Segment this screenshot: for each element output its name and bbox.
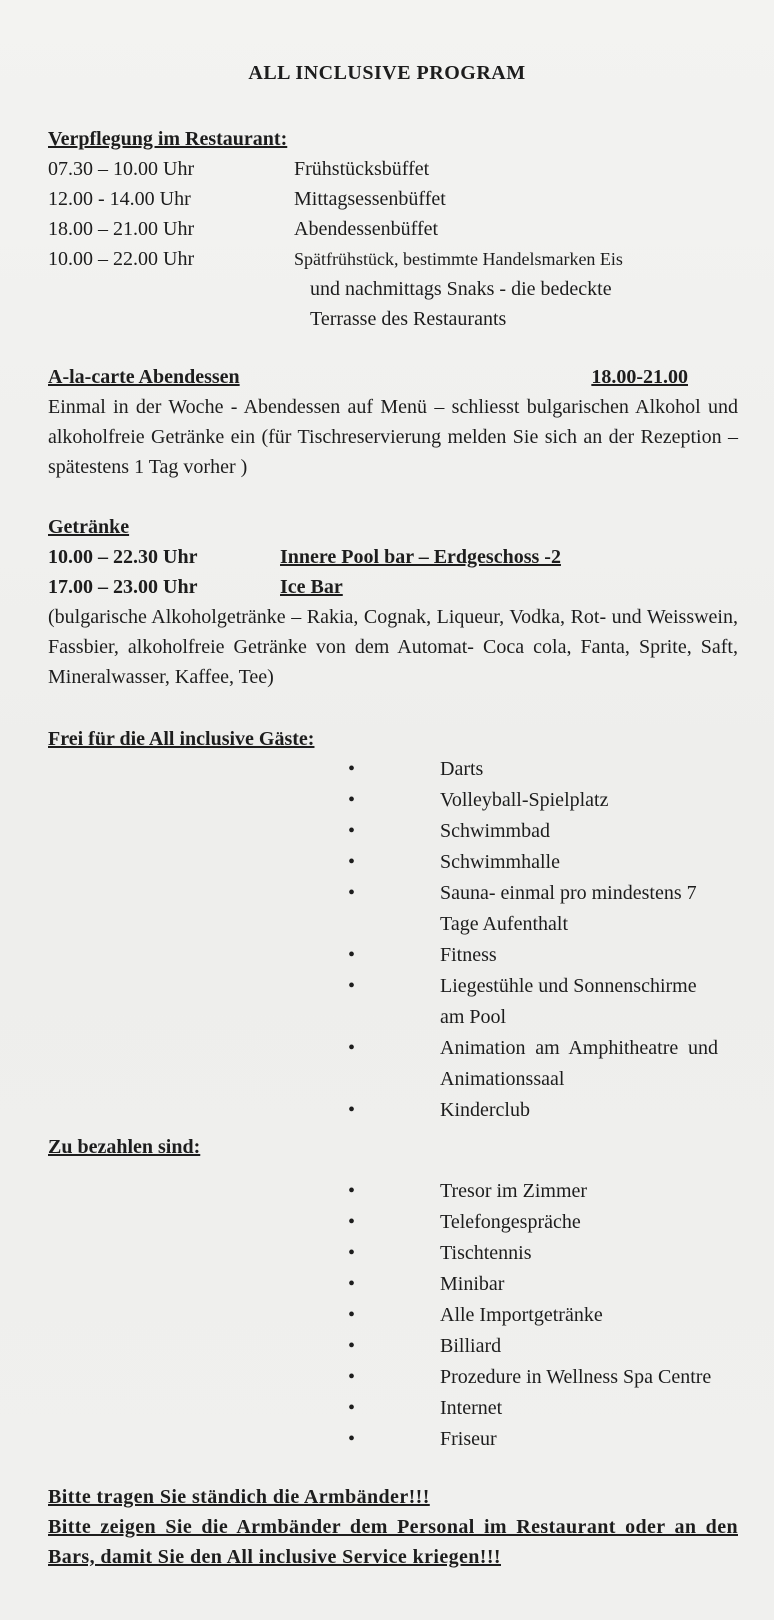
schedule-text: Spätfrühstück, bestimmte Handelsmarken Eis [294,249,623,269]
schedule-row [48,184,738,214]
drinks-heading: Getränke [48,516,130,538]
schedule-row [48,154,738,184]
page-title: ALL INCLUSIVE PROGRAM [248,62,526,84]
list-item: • Tischtennis [48,1238,738,1269]
list-item: • Alle Importgetränke [48,1300,738,1331]
paid-section [48,1132,738,1455]
restaurant-heading: Verpflegung im Restaurant: [48,128,288,150]
alacarte-time: 18.00-21.00 [591,366,688,388]
free-heading: Frei für die All inclusive Gäste: [48,728,315,750]
schedule-text-cont: Terrasse des Restaurants [310,308,507,330]
drinks-section [48,512,738,692]
list-item: • Billiard [48,1331,738,1362]
alacarte-text: Einmal in der Woche - Abendessen auf Menü – schliesst bulgarischen Alkohol und alkoholfreie Getränke ein (für Tischreservierung melden Sie sich an der Rezeption – spätestens 1 Tag vorher ) [48,396,738,478]
restaurant-section [48,124,738,334]
footer-line-2: Bitte zeigen Sie die Armbänder dem Personal im Restaurant oder an den Bars, damit Sie den All inclusive Service kriegen!!! [48,1516,738,1568]
schedule-continuation [48,274,738,304]
drinks-row [48,572,738,602]
schedule-time: 18.00 – 21.00 Uhr [48,218,195,240]
schedule-continuation [48,304,738,334]
schedule-text: Frühstücksbüffet [294,158,430,180]
alacarte-heading-row [48,362,688,392]
free-section [48,724,738,1126]
schedule-text-cont: und nachmittags Snaks - die bedeckte [310,278,612,300]
list-item: • Friseur [48,1424,738,1455]
footer-line-1: Bitte tragen Sie ständich die Armbänder!!! [48,1486,430,1508]
footer-section [48,1482,738,1572]
schedule-time: 10.00 – 22.00 Uhr [48,248,195,270]
schedule-row [48,244,738,274]
drinks-place: Ice Bar [280,576,343,598]
alacarte-section [48,362,738,482]
paid-list [48,1176,738,1455]
schedule-time: 12.00 - 14.00 Uhr [48,188,191,210]
list-item: • Animation am Amphitheatre und Animationssaal [48,1033,738,1095]
list-item: • Fitness [48,940,738,971]
schedule-row [48,214,738,244]
list-item: • Minibar [48,1269,738,1300]
list-item: • Kinderclub [48,1095,738,1126]
free-list [48,754,738,1126]
alacarte-heading: A-la-carte Abendessen [48,366,240,388]
drinks-text: (bulgarische Alkoholgetränke – Rakia, Cognak, Liqueur, Vodka, Rot- und Weisswein, Fassbier, alkoholfreie Getränke von dem Automat- Coca cola, Fanta, Sprite, Saft, Mineralwasser, Kaffee, Tee) [48,606,738,688]
list-item: • Darts [48,754,738,785]
drinks-row [48,542,738,572]
list-item: • Schwimmhalle [48,847,738,878]
list-item: • Volleyball-Spielplatz [48,785,738,816]
drinks-time: 10.00 – 22.30 Uhr [48,546,198,568]
schedule-time: 07.30 – 10.00 Uhr [48,158,195,180]
list-item: • Schwimmbad [48,816,738,847]
schedule-text: Mittagsessenbüffet [294,188,446,210]
list-item: • Sauna- einmal pro mindestens 7 Tage Aufenthalt [48,878,738,940]
paid-heading: Zu bezahlen sind: [48,1136,201,1158]
list-item: • Tresor im Zimmer [48,1176,738,1207]
list-item: • Telefongespräche [48,1207,738,1238]
list-item: • Internet [48,1393,738,1424]
list-item: • Prozedure in Wellness Spa Centre [48,1362,738,1393]
drinks-place: Innere Pool bar – Erdgeschoss -2 [280,546,561,568]
list-item: • Liegestühle und Sonnenschirme am Pool [48,971,738,1033]
schedule-text: Abendessenbüffet [294,218,439,240]
drinks-time: 17.00 – 23.00 Uhr [48,576,198,598]
